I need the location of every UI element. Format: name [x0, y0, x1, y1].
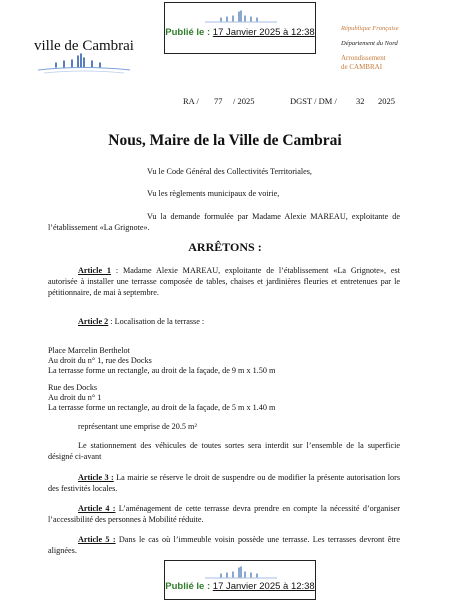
dgst-number: 32 — [356, 96, 365, 106]
article-1-text: : Madame Alexie MAREAU, exploitante de l’établissement «La Grignote», est autorisée à installer une terrasse composée de tables, chaises et jardinières fleuries et entretenues par le pétitionnaire, de mai à septembre. — [48, 266, 400, 297]
publication-date: 17 Janvier 2025 à 12:38 — [212, 27, 315, 38]
document-title: Nous, Maire de la Ville de Cambrai — [108, 132, 342, 149]
parking-rule: Le stationnement des véhicules de toutes sortes sera interdit sur l’ensemble de la superficie désigné ci-avant — [48, 441, 400, 461]
terrace-surface: représentant une emprise de 20.5 m² — [78, 422, 197, 431]
cambrai-skyline-icon — [201, 9, 281, 23]
cambrai-skyline-icon — [201, 565, 281, 579]
article-5-label: Article 5 : — [78, 535, 116, 544]
location-1-place: Place Marcelin Berthelot — [48, 346, 130, 355]
ra-year: / 2025 — [233, 96, 255, 106]
publication-stamp-bottom — [164, 560, 316, 600]
article-4 — [48, 503, 400, 525]
department-label: Département du Nord — [341, 40, 398, 47]
city-logo-name: ville de Cambrai — [34, 38, 134, 54]
terrace-location-2 — [48, 383, 400, 413]
decision-heading: ARRÊTONS : — [188, 240, 262, 254]
article-4-label: Article 4 : — [78, 504, 116, 513]
dgst-label: DGST / DM / — [290, 96, 337, 106]
publication-line — [165, 581, 315, 592]
location-2-place: Rue des Docks — [48, 383, 98, 392]
article-3-label: Article 3 : — [78, 473, 114, 482]
article-3-text: La mairie se réserve le droit de suspendre ou de modifier la présente autorisation lors des festivités locales. — [48, 473, 401, 493]
article-3 — [48, 472, 400, 494]
article-5-text: Dans le cas où l’immeuble voisin possède une terrasse. Les terrasses devront être alignées. — [48, 535, 400, 555]
consideration-cgct: Vu le Code Général des Collectivités Territoriales, — [147, 167, 312, 176]
publication-label: Publié le : — [165, 27, 211, 38]
location-2-dimensions: La terrasse forme un rectangle, au droit de la façade, de 5 m x 1.40 m — [48, 403, 276, 412]
article-5 — [48, 534, 400, 556]
consideration-request: Vu la demande formulée par Madame Alexie MAREAU, exploitante de l’établissement «La Grignote». — [48, 212, 400, 232]
ra-number: 77 — [214, 96, 223, 106]
arrondissement-label-line2: de CAMBRAI — [341, 63, 383, 71]
publication-date: 17 Janvier 2025 à 12:38 — [212, 581, 315, 592]
publication-line — [165, 27, 315, 38]
article-1 — [48, 265, 400, 298]
arrondissement-label-line1: Arrondissement — [341, 54, 386, 62]
location-1-address: Au droit du n° 1, rue des Docks — [48, 356, 152, 365]
article-2-label: Article 2 — [78, 317, 109, 326]
dgst-year: 2025 — [378, 96, 395, 106]
article-4-text: L’aménagement de cette terrasse devra prendre en compte la nécessité d’organiser l’accessibilité des personnes à Mobilité réduite. — [48, 504, 400, 524]
location-1-dimensions: La terrasse forme un rectangle, au droit de la façade, de 9 m x 1.50 m — [48, 366, 276, 375]
article-2 — [48, 316, 400, 327]
republic-label: République Française — [341, 25, 399, 32]
article-2-text: : Localisation de la terrasse : — [108, 317, 205, 326]
ra-label: RA / — [183, 96, 199, 106]
article-1-label: Article 1 — [78, 266, 112, 275]
publication-stamp-top — [164, 2, 316, 54]
location-2-address: Au droit du n° 1 — [48, 393, 102, 402]
consideration-voirie: Vu les règlements municipaux de voirie, — [147, 189, 280, 198]
city-logo-icon — [34, 52, 134, 74]
terrace-location-1 — [48, 346, 400, 376]
publication-label: Publié le : — [165, 581, 211, 592]
administrative-header — [341, 24, 446, 72]
